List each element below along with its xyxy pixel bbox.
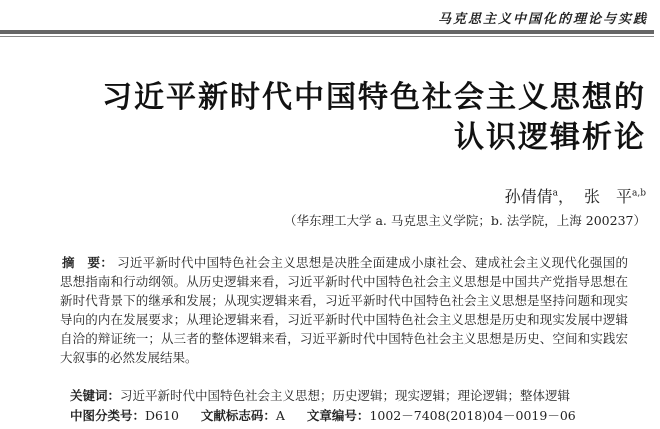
header-rule-thin xyxy=(0,36,654,37)
author-affil-mark-2: a,b xyxy=(632,188,646,199)
author-name-2: 张 平 xyxy=(583,187,632,206)
author-affil-mark-1: a xyxy=(552,188,558,199)
doc-value: A xyxy=(275,408,285,423)
doc-code xyxy=(201,408,285,423)
keywords-label: 关键词： xyxy=(70,388,121,403)
keywords-text: 习近平新时代中国特色社会主义思想；历史逻辑；现实逻辑；理论逻辑；整体逻辑 xyxy=(120,388,571,403)
clc-label: 中图分类号： xyxy=(70,408,146,423)
running-header: 马克思主义中国化的理论与实践 xyxy=(437,12,648,27)
title-line-1: 习近平新时代中国特色社会主义思想的 xyxy=(102,80,646,115)
article-value: 1002－7408(2018)04－0019－06 xyxy=(369,408,576,423)
article-title xyxy=(26,78,646,158)
doc-label: 文献标志码： xyxy=(200,408,276,423)
abstract-text: 习近平新时代中国特色社会主义思想是决胜全面建成小康社会、建成社会主义现代化强国的思想指南和行动纲领。从历史逻辑来看，习近平新时代中国特色社会主义思想是中国共产党指导思想在新时代背景下的继承和发展；从现实逻辑来看，习近平新时代中国特色社会主义思想是坚持问题和现实导向的内在发展要求；从理论逻辑来看，习近平新时代中国特色社会主义思想是历史和现实发展中逻辑自洽的辩证统一；从三者的整体逻辑来看，习近平新时代中国特色社会主义思想是历史、空间和实践宏大叙事的必然发展结果。 xyxy=(60,255,628,365)
header-rule-thick xyxy=(0,30,654,34)
author-list xyxy=(505,184,646,207)
article-number xyxy=(307,408,576,423)
title-line-2: 认识逻辑析论 xyxy=(454,120,646,155)
author-name-1: 孙倩倩 xyxy=(504,187,553,206)
clc-value: D610 xyxy=(145,408,179,423)
article-label: 文章编号： xyxy=(306,408,370,423)
affiliation: （华东理工大学 a. 马克思主义学院；b. 法学院，上海 200237） xyxy=(283,213,646,228)
keywords xyxy=(70,386,630,404)
abstract-label: 摘 要： xyxy=(62,255,114,270)
article-meta xyxy=(70,406,630,424)
author-separator: ， xyxy=(557,187,574,206)
clc-number xyxy=(70,408,179,423)
abstract xyxy=(60,253,628,367)
